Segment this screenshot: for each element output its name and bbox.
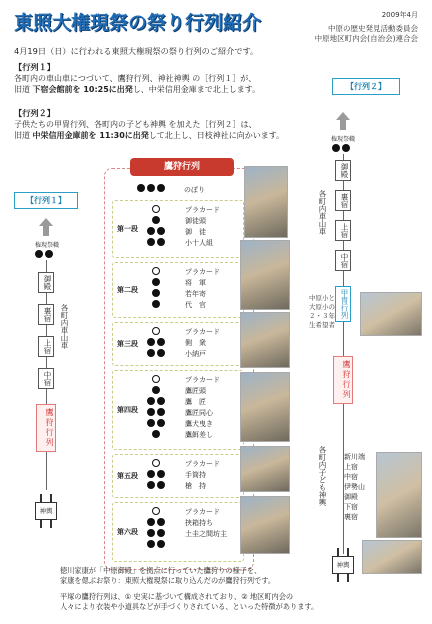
member-name: 土圭之間坊主 [185,530,227,538]
dot-icon [147,408,155,416]
procession-photo [240,372,290,442]
dot-icon [157,481,165,489]
member-name: 将 軍 [185,279,206,287]
group-symbols [143,459,169,492]
ring-icon [152,267,160,275]
float-box-nakajuku: 中宿 [38,368,54,389]
group-label: 第四段 [117,406,138,414]
history-note-line1: 徳川家康が「中原御殿」を拠点に行っていた鷹狩りの様子を、 [60,566,262,575]
dot-icon [157,408,165,416]
features-note-line2: 人々により衣装や小道具などが手づくりされている、といった特徴があります。 [60,602,319,611]
group-symbols [143,375,169,441]
member-name: 側 衆 [185,339,206,347]
dot-icon [147,419,155,427]
member-name: プラカード [185,460,220,468]
kodomo-mikoshi-photo [376,452,422,538]
dot-icon [152,430,160,438]
procession2-badge: 【行列２】 [332,78,400,95]
section1-highlight: 下宿会館前を 10:25に出発 [32,85,133,94]
section2-line2-post: して北上し、日枝神社に向かいます。 [148,131,285,140]
hayagari-box-left: 鷹狩行列 [36,404,56,452]
section2-heading: 【行列２】 [14,108,55,118]
nobori-dots [136,184,166,192]
group-dan-6 [112,502,244,562]
town-name: 下宿 [344,503,358,511]
history-note-line2: 家康を偲ぶお祭り：東照大権現祭に取り込んだのが鷹狩行列です。 [60,576,276,585]
up-arrow-stem [43,226,49,236]
features-note-line1: 平塚の鷹狩行列は、① 史実に基づいて構成されており、② 地区町内会の [60,592,294,601]
dot-icon [157,227,165,235]
group-label: 第三段 [117,340,138,348]
procession-photo [244,166,288,238]
features-note [60,592,360,612]
kacchu-photo [360,292,422,336]
procession-photo [240,312,290,368]
dot-icon [147,529,155,537]
town-name: 伊勢山 [344,483,365,491]
mikoshi-pole [40,494,42,502]
group-members [185,507,227,540]
member-name: 鷹匠頭 [185,387,206,395]
up-arrow-icon [336,112,350,120]
dot-icon [152,300,160,308]
dot-icon [147,518,155,526]
hayagari-box-right: 鷹狩行列 [333,356,353,404]
organization [315,24,418,44]
mikoshi-pole [337,574,339,582]
group-label: 第五段 [117,472,138,480]
org-line-2: 中原地区町内会(自治会)連合会 [314,34,418,43]
dot-icon [157,518,165,526]
dot-icon [332,144,340,152]
dot-icon [147,238,155,246]
dot-icon [137,184,145,192]
dot-icon [152,289,160,297]
group-symbols [143,205,169,249]
shrine-flag-label-right: 権現祭幟 [330,136,355,143]
member-name: 若年寄 [185,290,206,298]
member-name: 手筒持 [185,471,206,479]
float-box-goten-right: 御殿 [335,160,351,181]
dot-icon [147,184,155,192]
floats-label-right: 各町内車山車 [318,190,327,235]
dot-icon [152,386,160,394]
dot-icon [147,470,155,478]
float-box-kamijuku: 上宿 [38,336,54,357]
dot-icon [147,227,155,235]
procession1-badge: 【行列１】 [14,192,78,209]
group-symbols [143,507,169,551]
section2-line1: 子供たちの甲冑行列、各町内の子ども神輿 を加えた［行列２］は、 [14,120,257,129]
intro-text: 4月19日（日）に行われる東照大権現祭の祭り行列のご紹介です。 [14,46,259,56]
dot-icon [342,144,350,152]
dot-icon [157,419,165,427]
group-members [185,375,220,441]
ring-icon [152,327,160,335]
group-members [185,459,220,492]
member-name: プラカード [185,508,220,516]
section1-line2-post: し、中栄信用金庫まで北上します。 [132,85,261,94]
section1-heading: 【行列１】 [14,62,55,72]
org-line-1: 中原の歴史発見活動委員会 [328,24,418,33]
member-name: 鷹餌差し [185,431,213,439]
member-name: 槍 持 [185,482,206,490]
group-label: 第二段 [117,286,138,294]
town-name: 御殿 [344,493,358,501]
dot-icon [157,349,165,357]
group-members [185,205,220,249]
member-name: 鷹匠同心 [185,409,213,417]
procession-photo [240,446,290,492]
dot-icon [157,470,165,478]
member-name: 挟箱持ち [185,519,213,527]
group-label: 第一段 [117,225,138,233]
dot-icon [157,338,165,346]
dot-icon [147,481,155,489]
member-name: 小納戸 [185,350,206,358]
town-name: 新川端 [344,453,365,461]
mikoshi-pole [40,520,42,528]
member-name: プラカード [185,206,220,214]
float-box-goten: 御殿 [38,272,54,293]
member-name: 小十人組 [185,239,213,247]
section1-line2-pre: 旧道 [14,85,33,94]
mikoshi-box-right: 神輿 [332,556,354,574]
mikoshi-pole [347,574,349,582]
section2-body [14,119,334,141]
float-box-nakajuku-right: 中宿 [335,250,351,271]
dot-icon [157,238,165,246]
mikoshi-pole [347,548,349,556]
dot-icon [147,540,155,548]
member-name: 代 官 [185,301,206,309]
dot-icon [152,278,160,286]
group-dan-5 [112,454,244,498]
procession-photo [240,240,290,310]
float-box-urajuku-right: 裏宿 [335,190,351,211]
member-name: プラカード [185,328,220,336]
float-box-kamijuku-right: 上宿 [335,220,351,241]
section2-highlight: 中栄信用金庫前を 11:30に出発 [32,131,149,140]
group-symbols [143,267,169,311]
group-symbols [143,327,169,360]
member-name: 鷹 匠 [185,398,206,406]
kodomo-mikoshi-label: 各町内子ども神輿 [318,446,327,506]
mikoshi-pole [50,520,52,528]
dot-icon [157,397,165,405]
dot-icon [157,529,165,537]
group-members [185,267,220,311]
flag-dots-right [331,144,351,152]
ring-icon [152,459,160,467]
group-members [185,327,220,360]
shrine-flag-label-left: 権現祭幟 [34,242,59,249]
float-box-urajuku: 裏宿 [38,304,54,325]
floats-label-left: 各町内車山車 [60,304,69,349]
mikoshi-box-left: 神輿 [35,502,57,520]
group-dan-1 [112,200,244,258]
dot-icon [35,250,43,258]
dot-icon [45,250,53,258]
dot-icon [147,349,155,357]
ring-icon [152,375,160,383]
group-dan-2 [112,262,244,318]
member-name: 御徒頭 [185,217,206,225]
up-arrow-icon [39,218,53,226]
ring-icon [152,205,160,213]
dot-icon [147,338,155,346]
ring-icon [152,507,160,515]
mikoshi-pole [337,548,339,556]
group-label: 第六段 [117,528,138,536]
dot-icon [152,216,160,224]
town-name: 上宿 [344,463,358,471]
section1-body [14,73,334,95]
group-dan-3 [112,322,244,366]
dot-icon [157,540,165,548]
town-name: 裏宿 [344,513,358,521]
kodomo-mikoshi-list [344,452,365,522]
section1-line1: 各町内の車山車につづいて、鷹狩行列、神社神輿 の［行列１］が、 [14,74,257,83]
flag-dots-left [34,250,54,258]
date: 2009年4月 [381,11,418,19]
dot-icon [147,397,155,405]
member-name: 御 徒 [185,228,206,236]
procession-photo [240,496,290,554]
nobori-label: のぼり [184,186,205,194]
kacchu-note: 中原小と大原小の２・３年生希望者 [309,294,335,329]
mikoshi-pole [50,494,52,502]
town-name: 中宿 [344,473,358,481]
member-name: プラカード [185,268,220,276]
dot-icon [157,184,165,192]
hayagari-procession-title: 鷹狩行列 [130,158,234,176]
section1-line2 [14,84,334,95]
up-arrow-stem [340,120,346,130]
member-name: プラカード [185,376,220,384]
page-title: 東照大権現祭の祭り行列紹介 [14,12,262,34]
history-note [60,566,280,586]
group-dan-4 [112,370,244,450]
member-name: 鷹犬曳き [185,420,213,428]
kacchu-procession-box: 甲冑行列 [335,286,351,322]
section2-line2 [14,130,334,141]
mikoshi-photo [362,540,422,574]
section2-line2-pre: 旧道 [14,131,33,140]
